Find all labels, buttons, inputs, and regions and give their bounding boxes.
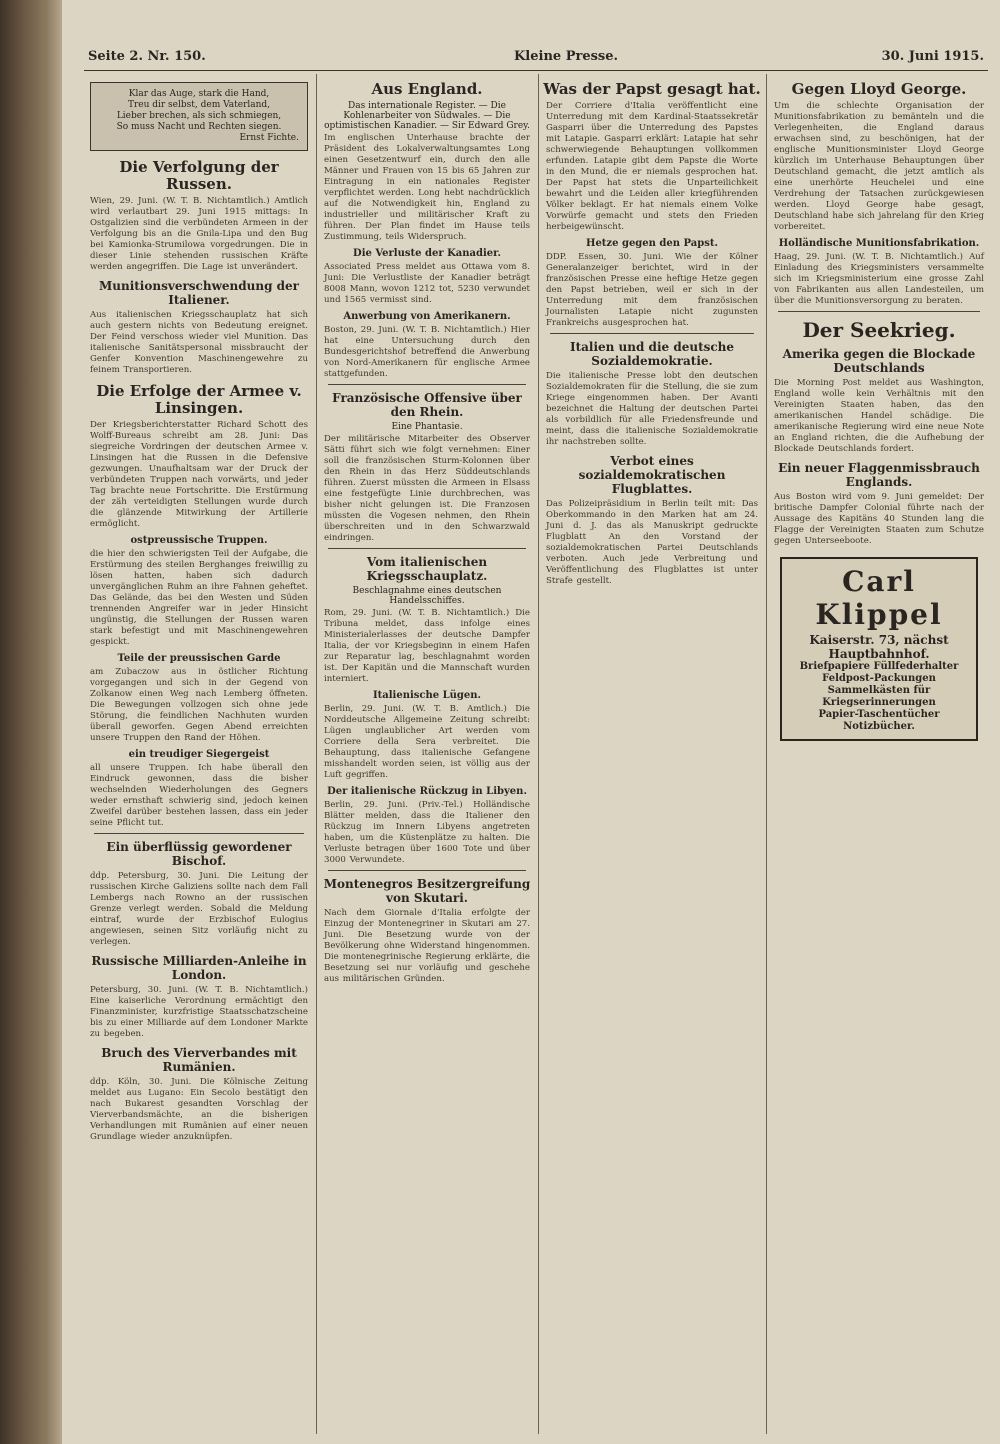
section-subheading: Holländische Munitionsfabrikation. (778, 238, 980, 249)
article-text: all unsere Truppen. Ich habe überall den Eindruck gewonnen, dass die bisher wechselnden Wiederholungen des Gegners weder ernsthaft schwierig sind, jedoch keinen Zweifel darüber bestehen lassen, dass ein jeder seine Pflicht tut. (90, 763, 308, 828)
article-heading: Russische Milliarden-Anleihe in London. (91, 954, 307, 982)
article-subtitle: Beschlagnahme eines deutschen Handelsschiffes. (352, 586, 502, 606)
section-subheading: Die Verluste der Kanadier. (353, 248, 501, 259)
section-subheading: Teile der preussischen Garde (117, 653, 281, 664)
ad-line: Sammelkästen für Kriegserinnerungen (822, 685, 936, 708)
divider (328, 548, 526, 549)
quote-box (90, 82, 308, 151)
article-text: Der militärische Mitarbeiter des Observer Sätti führt sich wie folgt vernehmen: Einer soll die französischen Sturm-Kolonnen über den Rhein in das Herz Süddeutschlands führen. Zuerst müssten die Armeen in Elsass eine festgefügte Linie durchbrechen, was bisher nicht gelungen ist. Die Franzosen müssten die Vogesen nehmen, den Rhein überschreiten und in den Schwarzwald eindringen. (324, 434, 530, 543)
divider (328, 870, 526, 871)
article-text: Berlin, 29. Juni. (W. T. B. Amtlich.) Die Norddeutsche Allgemeine Zeitung schreibt: Lügen unglaublicher Art werden vom Corriere della Sera verbreitet. Die Behauptung, dass italienische Gefangene misshandelt worden seien, ist völlig aus der Luft gegriffen. (324, 704, 530, 780)
article-heading: Aus England. (371, 80, 483, 98)
article-text: Aus italienischen Kriegsschauplatz hat sich auch gestern nichts von Bedeutung ereignet. Der Feind verschoss wieder viel Munition. Das italienische Sanitätspersonal missbraucht der Genfer Konvention Maschinengewehre zu feinem Transportieren. (90, 310, 308, 375)
column-4 (768, 74, 990, 1434)
article-heading: Bruch des Vierverbandes mit Rumänien. (101, 1046, 297, 1074)
article-text: Wien, 29. Juni. (W. T. B. Nichtamtlich.) Amtlich wird verlautbart 29. Juni 1915 mittags: In Ostgalizien sind die verbündeten Armeen in der Verfolgung bis an die Gnila-Lipa und den Bug bei Kamionka-Strumilowa vorgedrungen. Die in dieser Linie stehenden russischen Kräfte werden angegriffen. Die Lage ist unverändert. (90, 196, 308, 272)
article-heading: Gegen Lloyd George. (791, 80, 967, 98)
article-heading: Ein überflüssig gewordener Bischof. (106, 840, 292, 868)
header-date: 30. Juni 1915. (881, 49, 984, 64)
article-text: ddp. Petersburg, 30. Juni. Die Leitung der russischen Kirche Galiziens sollte nach dem Fall Lembergs nach Rowno an der russischen Grenze verlegt werden. Sobald die Meldung eintraf, wurde der Erzbischof Eulogius angewiesen, seinen Sitz vorläufig nicht zu verlegen. (90, 871, 308, 947)
article-text: DDP. Essen, 30. Juni. Wie der Kölner Generalanzeiger berichtet, wird in der französischen Presse eine heftige Hetze gegen den Papst betrieben, weil er sich in der Unterredung mit dem französischen Journalisten Latapie nicht zugunsten Frankreichs ausgesprochen hat. (546, 252, 758, 328)
article-heading: Die Erfolge der Armee v. Linsingen. (96, 382, 302, 417)
article-heading: Was der Papst gesagt hat. (543, 80, 761, 98)
article-text: Haag, 29. Juni. (W. T. B. Nichtamtlich.) Auf Einladung des Kriegsministers versammelte sich im Kriegsministerium eine grosse Zahl von Fabrikanten aus allen Landesteilen, um über die Munitionsversorgung zu beraten. (774, 252, 984, 306)
section-subheading: Der italienische Rückzug in Libyen. (327, 786, 527, 797)
article-text: am Zubaczow aus in östlicher Richtung vorgegangen und sich in der Gegend von Zolkanow einen Weg nach Lemberg öffneten. Die Bewegungen vollzogen sich ohne jede Störung, die feindlichen Nachhuten wurden überall geworfen. Gegen Abend erreichten unsere Truppen den Rand der Höhen. (90, 667, 308, 743)
section-subheading: Hetze gegen den Papst. (586, 238, 718, 249)
divider (550, 333, 754, 334)
book-binding-edge (0, 0, 62, 1444)
article-text: Der Corriere d'Italia veröffentlicht eine Unterredung mit dem Kardinal-Staatssekretär Gasparri über die Unterredung des Papstes mit Latapie. Gasparri erklärt: Latapie hat sehr schwerwiegende Behauptungen vollkommen erfunden. Latapie gibt dem Papste die Worte in den Mund, die er niemals gesprochen hat. Der Papst hat stets die Unparteilichkeit bewahrt und die Leiden aller kriegführenden Völker beklagt. Er hat niemals einem Volke Vorwürfe gemacht und stets den Frieden herbeigewünscht. (546, 101, 758, 232)
header-page-number: Seite 2. Nr. 150. (88, 49, 206, 64)
divider (328, 384, 526, 385)
ad-company-name: Carl Klippel (815, 565, 943, 631)
article-subtitle: Das internationale Register. — Die Kohlenarbeiter von Südwales. — Die optimistischen Kanadier. — Sir Edward Grey. (324, 101, 530, 131)
article-text: Boston, 29. Juni. (W. T. B. Nichtamtlich.) Hier hat eine Untersuchung durch den Bundesgerichtshof betreffend die Anwerbung von Nord-Amerikanern für englische Armee stattgefunden. (324, 325, 530, 379)
article-text: die hier den schwierigsten Teil der Aufgabe, die Erstürmung des steilen Berghanges freiwillig zu lösen hatten, haben sich dadurch unvergänglichen Ruhm an ihre Fahnen geheftet. Das Gelände, das bei den Westen und Süden trennenden Angreifer war in jeder Hinsicht ungünstig, die Stellungen der Russen waren stark befestigt und mit Maschinengewehren gespickt. (90, 549, 308, 647)
article-heading: Italien und die deutsche Sozialdemokratie. (569, 340, 735, 368)
column-separator (316, 74, 317, 1434)
section-heading-seekrieg: Der Seekrieg. (802, 318, 956, 342)
article-text: Im englischen Unterhause brachte der Präsident des Lokalverwaltungsamtes Long einen Gesetzentwurf ein, durch den alle Männer und Frauen von 15 bis 65 Jahren zur Eintragung in ein nationales Register verpflichtet werden. Long hebt nachdrücklich auf die Notwendigkeit hin, England zu industrieller und militärischer Kraft zu führen. Der Plan findet im Hause teils Zustimmung, teils Widerspruch. (324, 133, 530, 242)
quote-line: Lieber brechen, als sich schmiegen, (116, 111, 282, 121)
article-text: Petersburg, 30. Juni. (W. T. B. Nichtamtlich.) Eine kaiserliche Verordnung ermächtigt den Finanzminister, kurzfristige Staatsschatzscheine bis zu einer Milliarde auf dem Londoner Markte zu begeben. (90, 985, 308, 1039)
divider (94, 833, 304, 834)
ad-line: Feldpost-Packungen (822, 673, 936, 684)
quote-author: Ernst Fichte. (239, 133, 299, 143)
article-heading: Montenegros Besitzergreifung von Skutari. (323, 877, 531, 905)
article-heading: Munitionsverschwendung der Italiener. (98, 279, 300, 307)
article-heading: Die Verfolgung der Russen. (119, 158, 279, 193)
ad-line: Briefpapiere Füllfederhalter (799, 661, 959, 672)
header-masthead: Kleine Presse. (514, 49, 619, 64)
page-header (62, 49, 1000, 69)
ad-address: Kaiserstr. 73, nächst Hauptbahnhof. (809, 633, 949, 661)
section-subheading: ein treudiger Siegergeist (128, 749, 270, 760)
column-3 (540, 74, 764, 1434)
quote-line: So muss Nacht und Rechten siegen. (116, 122, 282, 132)
header-rule (84, 70, 988, 71)
article-heading: Vom italienischen Kriegsschauplatz. (366, 555, 488, 583)
quote-line: Treu dir selbst, dem Vaterland, (127, 100, 271, 110)
article-text: Die italienische Presse lobt den deutschen Sozialdemokraten für die Stellung, die sie zum Kriege eingenommen haben. Der Avanti bezeichnet die Haltung der deutschen Partei als vorbildlich für alle Friedensfreunde und meint, dass die italienische Sozialdemokratie ihr nachstreben sollte. (546, 371, 758, 447)
article-text: Associated Press meldet aus Ottawa vom 8. Juni: Die Verlustliste der Kanadier beträgt 8008 Mann, wovon 1212 tot, 5230 verwundet und 1565 vermisst sind. (324, 262, 530, 305)
column-separator (538, 74, 539, 1434)
article-text: Der Kriegsberichterstatter Richard Schott des Wolff-Bureaus schreibt am 28. Juni: Das siegreiche Vordringen der deutschen Armee v. Linsingen hat die Russen in die Defensive gezwungen. Unaufhaltsam war der Druck der verbündeten Truppen nach vorwärts, und jeder Tag brachte neue Fortschritte. Die Erstürmung der zäh verteidigten Stellungen wurde durch die glänzende Mitwirkung der Artillerie ermöglicht. (90, 420, 308, 529)
column-separator (766, 74, 767, 1434)
article-text: Um die schlechte Organisation der Munitionsfabrikation zu bemänteln und die Verlegenheiten, die England daraus erwachsen sind, zu beschönigen, hat der englische Munitionsminister Lloyd George kürzlich im Unterhause Behauptungen über Deutschland gemacht, die jetzt amtlich als eine unerhörte Heuchelei und eine Verdrehung der Tatsachen zurückgewiesen werden. Lloyd George habe gesagt, Deutschland habe sich jahrelang für den Krieg vorbereitet. (774, 101, 985, 232)
section-subheading: ostpreussische Truppen. (130, 535, 268, 546)
article-heading: Amerika gegen die Blockade Deutschlands (782, 347, 976, 375)
article-heading: Ein neuer Flaggenmissbrauch Englands. (778, 461, 980, 489)
divider (778, 311, 980, 312)
article-subtitle: Eine Phantasie. (391, 422, 463, 432)
article-text: Das Polizeipräsidium in Berlin teilt mit: Das Oberkommando in den Marken hat am 24. Juni d. J. das als Manuskript gedruckte Flugblatt An den Vorstand der sozialdemokratischen Partei Deutschlands verboten. Auch jede Verbreitung und Veröffentlichung des Flugblattes ist unter Strafe gestellt. (546, 499, 758, 586)
article-heading: Verbot eines sozialdemokratischen Flugblattes. (578, 454, 726, 496)
section-subheading: Italienische Lügen. (372, 690, 482, 701)
ad-line: Papier-Taschentücher Notizbücher. (818, 709, 940, 732)
article-text: Nach dem Giornale d'Italia erfolgte der Einzug der Montenegriner in Skutari am 27. Juni. Die Besetzung wurde von der Bevölkerung ohne Widerstand hingenommen. Die montenegrinische Regierung erklärte, die Besetzung sei nur vorläufig und geschehe aus militärischen Gründen. (324, 908, 530, 984)
newspaper-page (62, 0, 1000, 1444)
advertisement-carl-klippel (780, 557, 978, 741)
column-1 (84, 74, 314, 1434)
section-subheading: Anwerbung von Amerikanern. (343, 311, 511, 322)
article-text: Rom, 29. Juni. (W. T. B. Nichtamtlich.) Die Tribuna meldet, dass infolge eines Ministerialerlasses der deutsche Dampfer Italia, der vor Kriegsbeginn in einem Hafen zur Reparatur lag, beschlagnahmt worden ist. Der Kapitän und die Mannschaft wurden interniert. (324, 608, 530, 684)
article-text: Berlin, 29. Juni. (Priv.-Tel.) Holländische Blätter melden, dass die Italiener den Rückzug im Innern Libyens angetreten haben, um die Küstenplätze zu halten. Die Verluste betragen über 1600 Tote und über 3000 Verwundete. (324, 800, 530, 865)
column-2 (318, 74, 536, 1434)
article-text: ddp. Köln, 30. Juni. Die Kölnische Zeitung meldet aus Lugano: Ein Secolo bestätigt den nach Bukarest gesandten Vorschlag der Vierverbandsmächte, an die bisherigen Verhandlungen mit Rumänien auf einer neuen Grundlage wieder anzuknüpfen. (90, 1077, 308, 1142)
article-heading: Französische Offensive über den Rhein. (332, 391, 522, 419)
article-text: Aus Boston wird vom 9. Juni gemeldet: Der britische Dampfer Colonial führte nach der Aussage des Kapitäns 40 Stunden lang die Flagge der Vereinigten Staaten zum Schutze gegen Unterseeboote. (774, 492, 984, 546)
quote-line: Klar das Auge, stark die Hand, (128, 89, 270, 99)
article-text: Die Morning Post meldet aus Washington, England wolle kein Verhältnis mit den Vereinigten Staaten haben, das den amerikanischen Handel schädige. Die amerikanische Regierung wird eine neue Note an England richten, die die Aufhebung der Blockade Deutschlands fordert. (774, 378, 984, 454)
